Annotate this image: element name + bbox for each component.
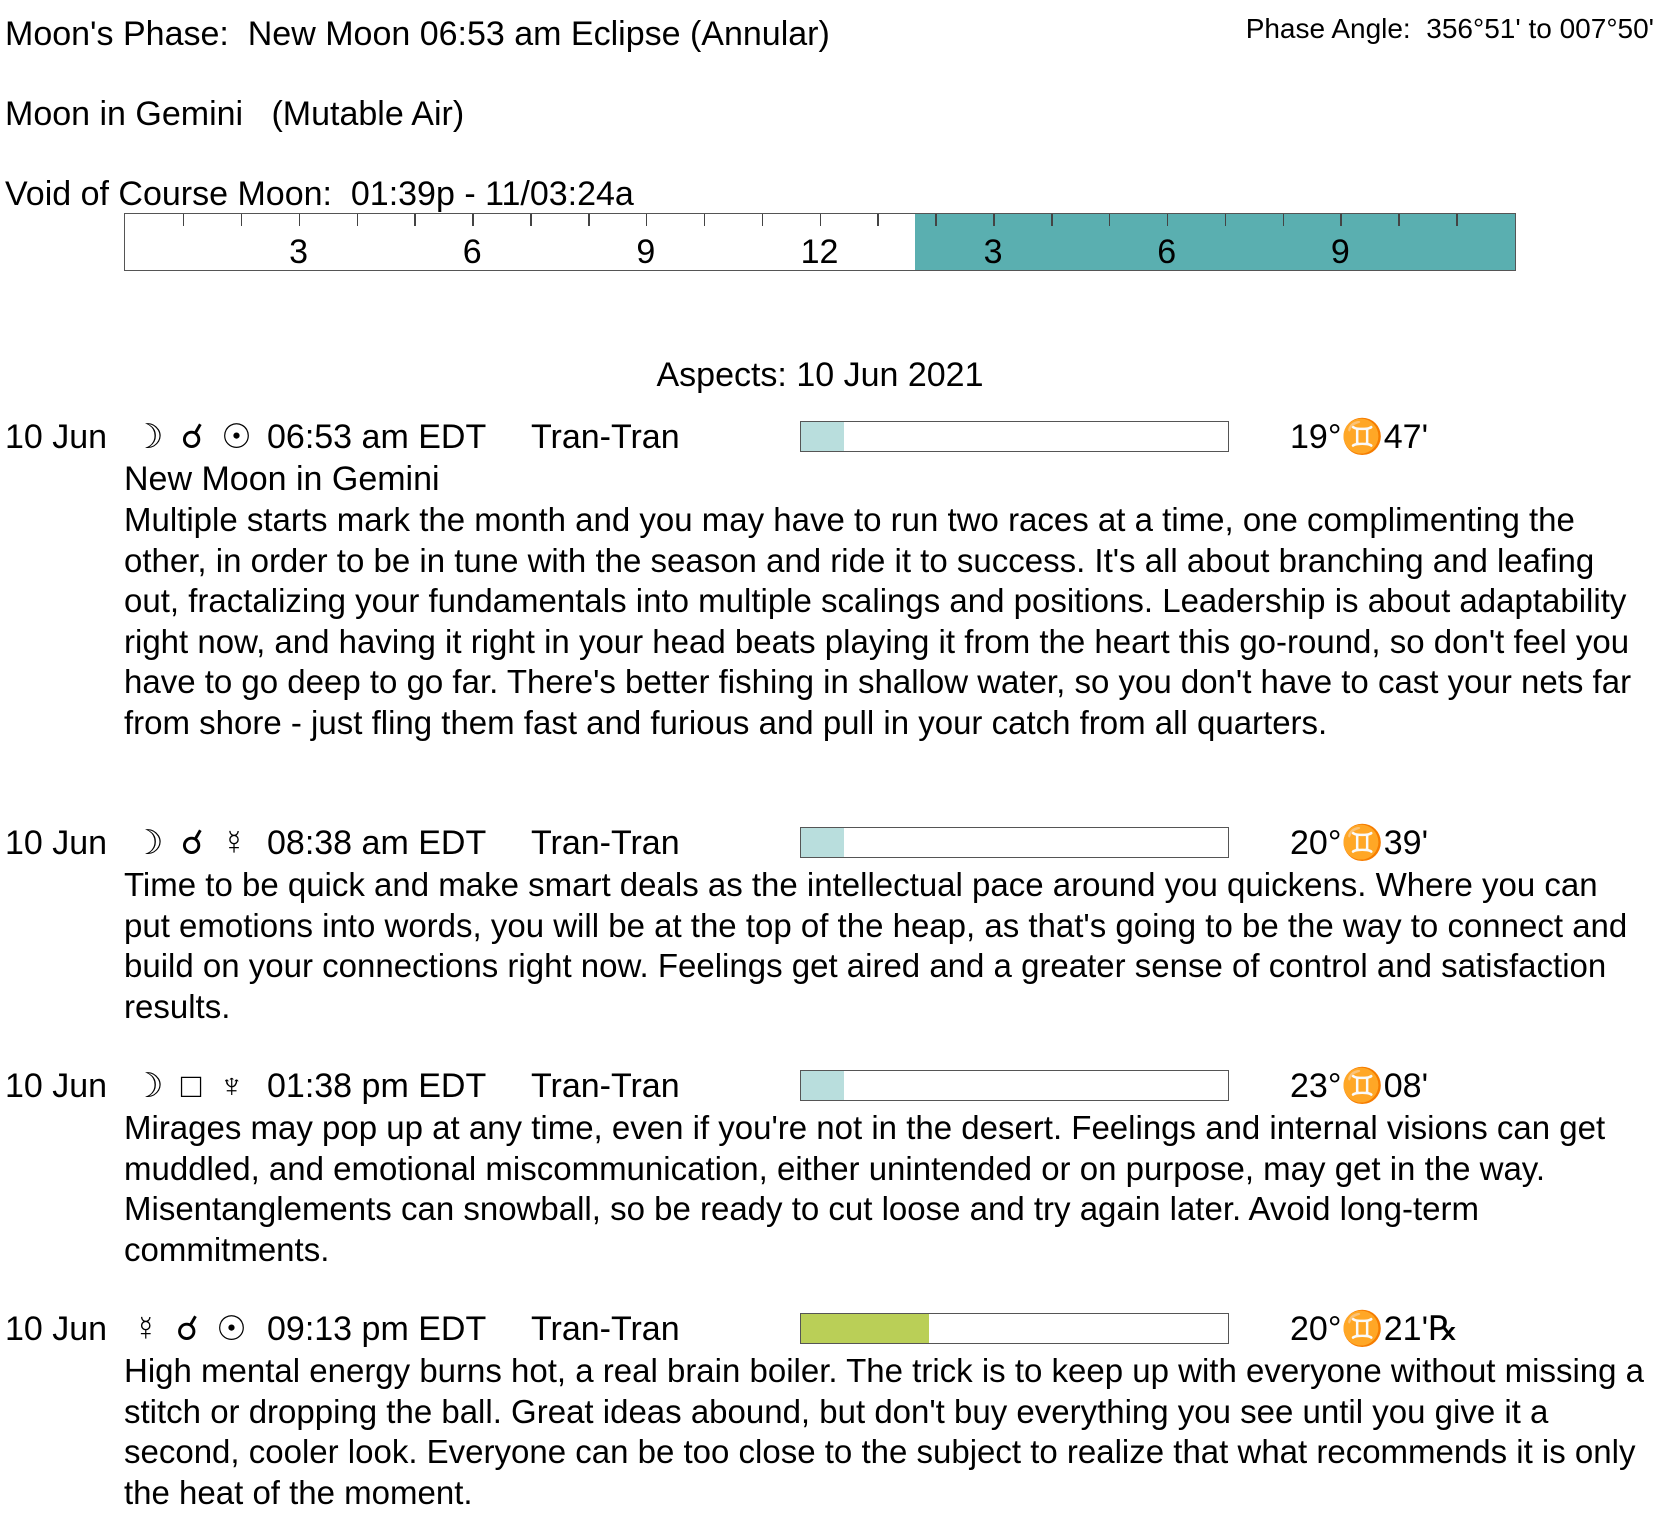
aspect-time: 01:38 pm EDT	[267, 1067, 487, 1105]
aspect-glyphs: ☽ □ ♆	[133, 1067, 249, 1105]
strength-bar-fill	[801, 1071, 844, 1100]
moons-phase	[5, 14, 830, 54]
timeline-tick	[935, 214, 937, 226]
aspect-time: 09:13 pm EDT	[267, 1310, 487, 1348]
aspect-position: 20°♊21'℞	[1290, 1310, 1459, 1348]
timeline-hour-label: 9	[636, 233, 656, 271]
aspect-description: Mirages may pop up at any time, even if you're not in the desert. Feelings and internal visions can get muddled, and emotional miscommunication, either unintended or on purpose, may get in the way. Misentanglements can snowball, so be ready to cut loose and try again later. Avoid long-term commitments.	[124, 1109, 1606, 1268]
timeline-tick	[1051, 214, 1053, 226]
strength-bar	[800, 827, 1229, 858]
aspect-description: High mental energy burns hot, a real brain boiler. The trick is to keep up with everyone without missing a stitch or dropping the ball. Great ideas abound, but don't buy everything you see until you give it a second, cooler look. Everyone can be too close to the subject to realize that what recommends it is only the heat of the moment.	[124, 1352, 1645, 1511]
timeline-tick	[414, 214, 416, 226]
timeline-tick	[1167, 214, 1169, 226]
timeline-hour-label: 3	[983, 233, 1003, 271]
phase-angle-label: Phase Angle:	[1245, 13, 1411, 44]
phase-angle-value: 356°51' to 007°50'	[1426, 13, 1654, 44]
strength-bar-fill	[801, 828, 844, 857]
strength-bar-fill	[801, 1314, 929, 1343]
timeline-tick	[241, 214, 243, 226]
aspect-time: 08:38 am EDT	[267, 824, 487, 862]
timeline-tick	[588, 214, 590, 226]
aspect-kind: Tran-Tran	[531, 1310, 680, 1348]
aspect-description: Time to be quick and make smart deals as the intellectual pace around you quickens. Where you can put emotions into words, you will be at the top of the heap, as that's going to be the way to connect and build on your connections right now. Feelings get aired and a greater sense of control and satisfaction results.	[124, 866, 1628, 1025]
timeline-tick	[877, 214, 879, 226]
void-of-course-timeline	[124, 213, 1516, 271]
timeline-tick	[299, 214, 301, 226]
timeline-tick	[1109, 214, 1111, 226]
voc-value: 01:39p - 11/03:24a	[350, 175, 634, 213]
timeline-tick	[1456, 214, 1458, 226]
aspect-position: 20°♊39'	[1290, 824, 1429, 862]
void-of-course-shade	[915, 214, 1515, 270]
timeline-hour-label: 6	[462, 233, 482, 271]
timeline-hour-label: 6	[1157, 233, 1177, 271]
aspect-kind: Tran-Tran	[531, 824, 680, 862]
aspect-date: 10 Jun	[5, 1310, 108, 1348]
strength-bar-fill	[801, 422, 844, 451]
strength-bar	[800, 1313, 1229, 1344]
timeline-tick	[183, 214, 185, 226]
moons-phase-label: Moon's Phase:	[5, 15, 229, 53]
strength-bar	[800, 1070, 1229, 1101]
timeline-tick	[1283, 214, 1285, 226]
timeline-hour-label: 3	[289, 233, 309, 271]
aspect-glyphs: ☿ ☌ ☉	[133, 1310, 251, 1348]
timeline-tick	[1225, 214, 1227, 226]
timeline-tick	[820, 214, 822, 226]
timeline-tick	[993, 214, 995, 226]
timeline-tick	[762, 214, 764, 226]
timeline-tick	[357, 214, 359, 226]
timeline-tick	[704, 214, 706, 226]
moon-element: (Mutable Air)	[271, 95, 465, 133]
moon-sign	[5, 94, 464, 134]
aspect-kind: Tran-Tran	[531, 1067, 680, 1105]
strength-bar	[800, 421, 1229, 452]
phase-angle	[1246, 12, 1654, 46]
aspect-position: 23°♊08'	[1290, 1067, 1429, 1105]
timeline-tick	[646, 214, 648, 226]
aspects-title: Aspects: 10 Jun 2021	[656, 356, 984, 394]
aspect-subtitle: New Moon in Gemini	[124, 460, 440, 498]
aspect-date: 10 Jun	[5, 418, 108, 456]
aspect-time: 06:53 am EDT	[267, 418, 487, 456]
void-of-course	[5, 174, 634, 214]
aspect-position: 19°♊47'	[1290, 418, 1429, 456]
aspect-glyphs: ☽ ☌ ☉	[133, 418, 256, 456]
voc-label: Void of Course Moon:	[5, 175, 332, 213]
aspect-description: Multiple starts mark the month and you may have to run two races at a time, one complimenting the other, in order to be in tune with the season and ride it to success. It's all about branching and leafing out, fractalizing your fundamentals into multiple scalings and positions. Leadership is about adaptability right now, and having it right in your head beats playing it from the heart this go-round, so don't feel you have to go deep to go far. There's better fishing in shallow water, so you don't have to cast your nets far from shore - just fling them fast and furious and pull in your catch from all quarters.	[124, 501, 1632, 741]
aspect-date: 10 Jun	[5, 824, 108, 862]
timeline-tick	[530, 214, 532, 226]
moon-sign-label: Moon in Gemini	[5, 95, 244, 133]
aspect-kind: Tran-Tran	[531, 418, 680, 456]
aspect-date: 10 Jun	[5, 1067, 108, 1105]
timeline-tick	[472, 214, 474, 226]
timeline-hour-label: 9	[1330, 233, 1350, 271]
aspect-glyphs: ☽ ☌ ☿	[133, 824, 251, 862]
timeline-tick	[1340, 214, 1342, 226]
timeline-tick	[1398, 214, 1400, 226]
timeline-hour-label: 12	[800, 233, 839, 271]
moons-phase-value: New Moon 06:53 am Eclipse (Annular)	[247, 15, 830, 53]
